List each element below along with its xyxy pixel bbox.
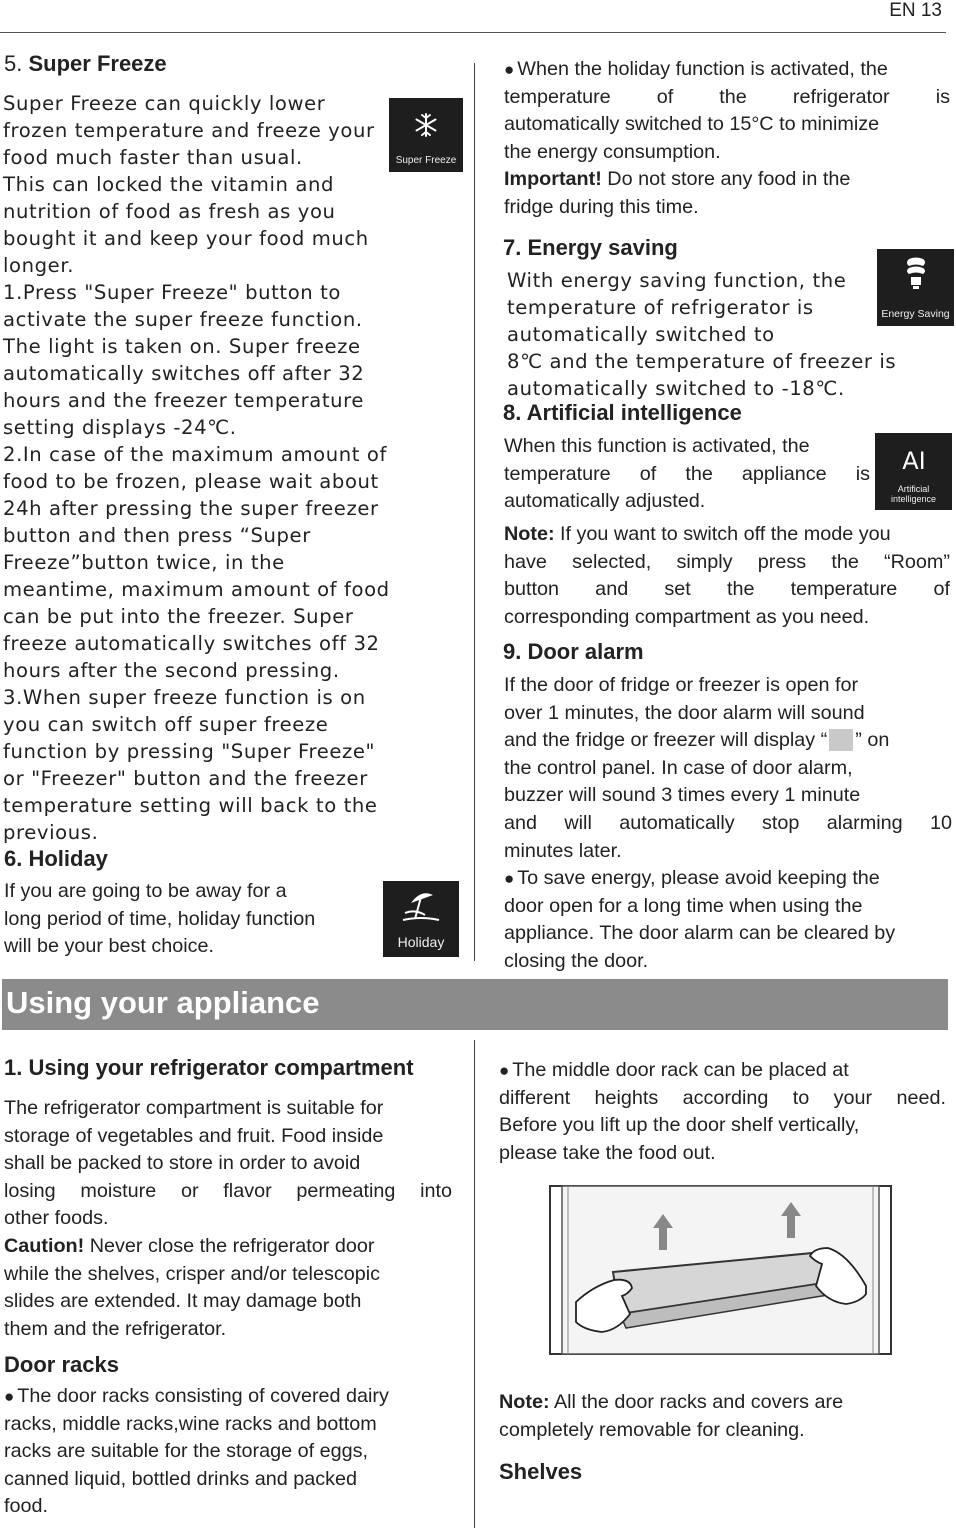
- section-5-number: 5.: [4, 51, 23, 76]
- section-6-body: [4, 878, 374, 961]
- text-line: storage of vegetables and fruit. Food inside: [4, 1124, 384, 1147]
- holiday-continued: [504, 56, 950, 222]
- text-line: while the shelves, crisper and/or telescopic: [4, 1262, 381, 1285]
- text-fragment: ” on: [855, 729, 890, 752]
- bullet-line: ● The door racks consisting of covered dairy: [4, 1383, 456, 1411]
- text-line: hours after the second pressing.: [3, 659, 340, 682]
- text-line: food.: [4, 1495, 48, 1518]
- ai-icon-box: [875, 433, 952, 510]
- energy-bulb-icon: [905, 257, 927, 289]
- snowflake-icon: [413, 112, 439, 138]
- door-shelf-lift-illustration: [548, 1182, 893, 1360]
- text-line: automatically switches off after 32: [3, 362, 365, 385]
- text-line: buzzer will sound 3 times every 1 minute: [504, 784, 861, 807]
- text-line: setting displays -24℃.: [3, 416, 237, 439]
- text-line: temperature setting will back to the: [3, 794, 378, 817]
- text-line: If the door of fridge or freezer is open for: [504, 674, 859, 696]
- text-line: Super Freeze can quickly lower: [3, 92, 326, 115]
- bullet-line: ● The middle door rack can be placed at: [499, 1057, 946, 1085]
- important-text: Do not store any food in the: [601, 168, 851, 191]
- section-9-title: 9. Door alarm: [503, 639, 644, 664]
- text-line: 1.Press "Super Freeze" button to: [3, 281, 342, 304]
- text-line: previous.: [3, 821, 99, 844]
- text-line: longer.: [3, 254, 75, 277]
- bullet-line: ● When the holiday function is activated, the: [504, 56, 950, 84]
- text-line: button and set the temperature of: [504, 578, 950, 601]
- section-8-title: 8. Artificial intelligence: [503, 400, 742, 425]
- text-line: food much faster than usual.: [3, 146, 303, 169]
- text-line: automatically switched to: [507, 323, 775, 346]
- text-line: minutes later.: [504, 839, 622, 862]
- text-line: If you are going to be away for a: [4, 880, 287, 902]
- svg-text:AI: AI: [901, 447, 926, 475]
- text-line: will be your best choice.: [4, 935, 215, 958]
- text-line: losing moisture or flavor permeating into: [4, 1179, 452, 1202]
- text-line: different heights according to your need.: [499, 1086, 946, 1109]
- text-line: closing the door.: [504, 949, 649, 972]
- text-line: automatically adjusted.: [504, 490, 706, 513]
- text-line: long period of time, holiday function: [4, 907, 316, 930]
- text-line: When this function is activated, the: [504, 435, 810, 457]
- text-line: temperature of refrigerator is: [507, 296, 814, 319]
- section-9-body: [504, 672, 952, 976]
- door-racks-title: Door racks: [4, 1352, 119, 1377]
- text-line: activate the super freeze function.: [3, 308, 363, 331]
- text-line: function by pressing "Super Freeze": [3, 740, 376, 763]
- text-line: 8℃ and the temperature of freezer is: [507, 350, 897, 373]
- column-divider-top: [474, 63, 475, 961]
- text-line: them and the refrigerator.: [4, 1317, 227, 1340]
- text-line: canned liquid, bottled drinks and packed: [4, 1467, 358, 1490]
- text-line: food to be frozen, please wait about: [3, 470, 379, 493]
- section-7-title: 7. Energy saving: [503, 235, 678, 260]
- text-line: button and then press “Super: [3, 524, 311, 547]
- text-line: frozen temperature and freeze your: [3, 119, 375, 142]
- text-line: corresponding compartment as you need.: [504, 605, 870, 628]
- text-line: Before you lift up the door shelf vertically,: [499, 1114, 860, 1137]
- text-line: The light is taken on. Super freeze: [3, 335, 361, 358]
- text-line: If you want to switch off the mode you: [554, 523, 891, 545]
- section-6-title: 6. Holiday: [4, 846, 108, 871]
- note-label: Note:: [504, 523, 555, 545]
- text-line: appliance. The door alarm can be cleared by: [504, 922, 896, 945]
- section-5-body: [3, 90, 403, 846]
- text-line: This can locked the vitamin and: [3, 173, 335, 196]
- door-racks-body: [4, 1383, 456, 1521]
- text-line: temperature of the refrigerator is: [504, 85, 950, 108]
- section-8-note: [504, 521, 950, 631]
- text-line: nutrition of food as fresh as you: [3, 200, 336, 223]
- caution-label: Caution!: [4, 1234, 85, 1257]
- bullet-line: ● To save energy, please avoid keeping the: [504, 865, 952, 893]
- section-banner: [2, 979, 948, 1030]
- section-7-body: [507, 267, 927, 402]
- banner-title: Using your appliance: [6, 985, 320, 1020]
- ai-icon-label: Artificial intelligence: [890, 484, 937, 504]
- text-line: you can switch off super freeze: [3, 713, 329, 736]
- text-line: and will automatically stop alarming 10: [504, 811, 952, 834]
- text-line: 24h after pressing the super freezer: [3, 497, 379, 520]
- section-5-title-text: Super Freeze: [28, 51, 167, 76]
- using-fridge-body: [4, 1095, 452, 1343]
- text-line: or "Freezer" button and the freezer: [3, 767, 368, 790]
- text-line: fridge during this time.: [504, 195, 699, 218]
- text-line: the energy consumption.: [504, 140, 721, 163]
- text-line: slides are extended. It may damage both: [4, 1290, 362, 1313]
- super-freeze-icon-label: Super Freeze: [395, 155, 457, 166]
- text-line: door open for a long time when using the: [504, 894, 863, 917]
- text-line: have selected, simply press the “Room”: [504, 550, 950, 573]
- text-line: freeze automatically switches off 32: [3, 632, 380, 655]
- text-line: 3.When super freeze function is on: [3, 686, 366, 709]
- holiday-icon-label: Holiday: [397, 934, 445, 950]
- text-line: can be put into the freezer. Super: [3, 605, 354, 628]
- text-fragment: Never close the refrigerator door: [84, 1234, 375, 1257]
- text-line: completely removable for cleaning.: [499, 1418, 805, 1441]
- text-line: racks are suitable for the storage of eggs,: [4, 1440, 368, 1463]
- note-label: Note:: [499, 1391, 550, 1413]
- shelves-title: Shelves: [499, 1459, 583, 1484]
- text-line: The refrigerator compartment is suitable for: [4, 1097, 384, 1119]
- holiday-icon-box: [383, 881, 459, 957]
- text-line: other foods.: [4, 1207, 109, 1230]
- text-fragment: All the door racks and covers are: [549, 1391, 844, 1413]
- header-rule: [0, 32, 946, 33]
- text-line: automatically switched to -18℃.: [507, 377, 845, 400]
- column-divider-bottom: [474, 1040, 475, 1528]
- text-line: please take the food out.: [499, 1141, 716, 1164]
- text-line: meantime, maximum amount of food: [3, 578, 390, 601]
- removable-note: [499, 1389, 946, 1444]
- ai-icon: [895, 445, 933, 475]
- text-fragment: and the fridge or freezer will display “: [504, 729, 828, 752]
- text-line: automatically switched to 15°C to minimize: [504, 113, 880, 136]
- text-line: 2.In case of the maximum amount of: [3, 443, 387, 466]
- umbrella-beach-icon: [401, 889, 441, 923]
- door-alarm-display-icon: [829, 729, 853, 751]
- energy-saving-icon-box: [877, 249, 954, 326]
- using-fridge-title: 1. Using your refrigerator compartment: [4, 1055, 414, 1080]
- text-line: over 1 minutes, the door alarm will sound: [504, 701, 865, 724]
- text-line: temperature of the appliance is: [504, 462, 870, 485]
- text-line: the control panel. In case of door alarm,: [504, 756, 853, 779]
- text-line: hours and the freezer temperature: [3, 389, 365, 412]
- text-line: With energy saving function, the: [507, 269, 847, 292]
- text-line: bought it and keep your food much: [3, 227, 369, 250]
- section-5-title: [4, 51, 167, 77]
- page-number: EN 13: [889, 0, 942, 21]
- energy-saving-icon-label: Energy Saving: [881, 308, 950, 320]
- middle-rack-body: [499, 1057, 946, 1167]
- important-label: Important!: [504, 168, 602, 191]
- section-8-body: [504, 433, 870, 516]
- text-line: racks, middle racks,wine racks and bottom: [4, 1412, 377, 1435]
- text-line: shall be packed to store in order to avoid: [4, 1152, 361, 1175]
- text-line: Freeze”button twice, in the: [3, 551, 285, 574]
